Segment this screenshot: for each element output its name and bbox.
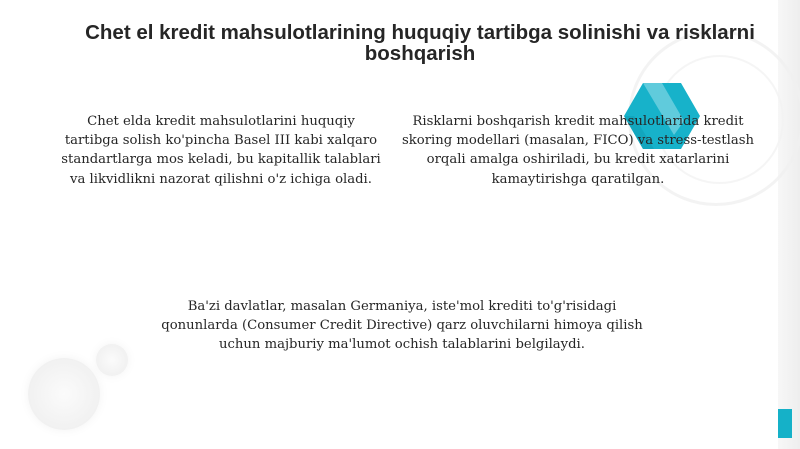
paragraph-basel: Chet elda kredit mahsulotlarini huquqiy tartibga solish ko'pincha Basel III kabi xalqaro standartlarga mos keladi, bu kapitallik talablari va likvidlikni nazorat qilishni o'z ichiga oladi. [61,114,381,187]
slide-title: Chet el kredit mahsulotlarining huquqiy tartibga solinishi va risklarni boshqarish [85,21,755,65]
paragraph-risk-management: Risklarni boshqarish kredit mahsulotlarida kredit skoring modellari (masalan, FICO) va stress-testlash orqali amalga oshiriladi, bu kredit xatarlarini kamaytirishga qaratilgan. [402,114,754,187]
decorative-bubble-large [28,358,100,430]
decorative-bubble-small [96,344,128,376]
paragraph-consumer-credit: Ba'zi davlatlar, masalan Germaniya, iste'mol krediti to'g'risidagi qonunlarda (Consumer Credit Directive) qarz oluvchilarni himoya qilish uchun majburiy ma'lumot ochish talablarini belgilaydi. [161,299,643,353]
accent-bar [778,409,792,438]
